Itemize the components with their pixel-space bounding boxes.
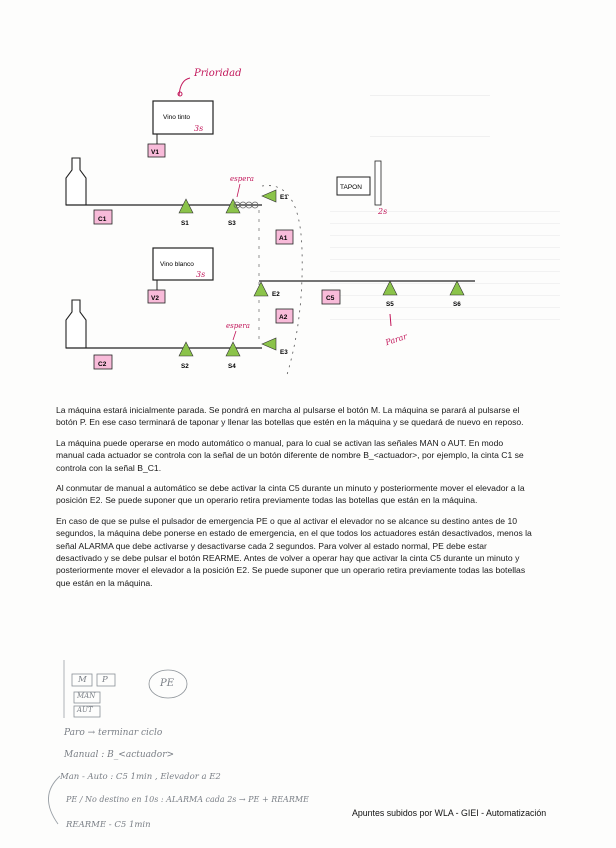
e1-label: E1 xyxy=(280,194,288,201)
note-line-5: REARME - C5 1min xyxy=(66,820,151,830)
footer-credit: Apuntes subidos por WLA - GIEI - Automatización xyxy=(352,808,547,818)
c1-label: C1 xyxy=(98,216,107,223)
statement-text xyxy=(56,404,532,597)
bottle-2 xyxy=(66,300,86,348)
v2-label: V2 xyxy=(151,295,159,302)
espera-bottom-note: espera xyxy=(226,322,250,330)
tapon-time: 2s xyxy=(378,207,388,216)
paragraph-4: En caso de que se pulse el pulsador de emergencia PE o que al activar el elevador no se alcance su destino antes de 10 segundos, la máquina debe ponerse en estado de emergencia, en el que todos los actuadores están desactivados, menos la señal ALARMA que debe activarse y desactivarse cada 2 segundos. Para volver al estado normal, PE debe estar desactivado y se debe pulsar el botón REARME. Antes de volver a operar hay que activar la cinta C5 durante un minuto y posteriormente mover el elevador a la posición E2. Se puede suponer que un operario retira previamente todas las botellas que están en la máquina. xyxy=(56,515,532,588)
bottle-1 xyxy=(66,158,86,205)
a2-label: A2 xyxy=(279,314,288,321)
espera-top-arrow xyxy=(237,184,240,197)
s5-label: S5 xyxy=(386,301,394,308)
vino-blanco-time: 3s xyxy=(196,270,206,279)
tapon-piston xyxy=(375,161,381,205)
note-p: P xyxy=(102,675,108,685)
parar-mark xyxy=(390,314,391,326)
e1-sensor xyxy=(262,190,276,202)
tapon-label: TAPON xyxy=(340,184,362,191)
paragraph-1: La máquina estará inicialmente parada. Se pondrá en marcha al pulsarse el botón M. La máquina se parará al pulsarse el botón P. En ese caso terminará de taponar y llenar las botellas que estén en la máquina y se quedará de nuevo en reposo. xyxy=(56,405,524,428)
note-m: M xyxy=(78,675,87,685)
note-pe: PE xyxy=(160,678,175,689)
e3-sensor xyxy=(262,338,276,350)
note-aut: AUT xyxy=(77,706,93,714)
s5-sensor xyxy=(383,281,397,295)
parar-note: Parar xyxy=(384,331,409,348)
note-line-1: Paro → terminar ciclo xyxy=(64,728,163,738)
s3-label: S3 xyxy=(228,220,236,227)
s2-label: S2 xyxy=(181,363,189,370)
paragraph-3: Al conmutar de manual a automático se debe activar la cinta C5 durante un minuto y posteriormente mover el elevador a la posición E2. Se puede suponer que un operario retira previamente todas las botellas que están en la máquina. xyxy=(56,483,525,506)
vino-blanco-label: Vino blanco xyxy=(160,261,194,268)
vino-tinto-time: 3s xyxy=(194,124,204,133)
notes-sketch xyxy=(0,648,616,848)
prioridad-note: Prioridad xyxy=(194,68,242,79)
note-line-2: Manual : B_<actuador> xyxy=(64,750,175,760)
paragraph-2: La máquina puede operarse en modo automático o manual, para lo cual se activan las señales MAN o AUT. En modo manual cada actuador se controla con la señal de un botón diferente de nombre B_<actuador>, por ejemplo, la cinta C1 se controla con la señal B_C1. xyxy=(56,437,524,473)
s1-sensor xyxy=(179,199,193,213)
a1-label: A1 xyxy=(279,235,288,242)
s1-label: S1 xyxy=(181,220,189,227)
e2-sensor xyxy=(254,282,268,296)
c5-label: C5 xyxy=(326,295,335,302)
e3-label: E3 xyxy=(280,349,288,356)
vino-tinto-label: Vino tinto xyxy=(163,114,190,121)
s4-label: S4 xyxy=(228,363,236,370)
s4-sensor xyxy=(226,342,240,356)
c2-label: C2 xyxy=(98,361,107,368)
s6-sensor xyxy=(450,281,464,295)
e2-label: E2 xyxy=(272,291,280,298)
prioridad-dot xyxy=(178,92,182,96)
espera-top-note: espera xyxy=(230,175,254,183)
v1-label: V1 xyxy=(151,149,159,156)
espera-bottom-arrow xyxy=(233,331,236,340)
s2-sensor xyxy=(179,342,193,356)
prioridad-arrow xyxy=(179,78,190,96)
note-man: MAN xyxy=(77,692,96,700)
note-line-4: PE / No destino en 10s : ALARMA cada 2s → PE + REARME xyxy=(66,795,309,804)
note-line-3: Man - Auto : C5 1min , Elevador a E2 xyxy=(60,772,221,782)
bottling-machine-diagram xyxy=(0,0,616,400)
s6-label: S6 xyxy=(453,301,461,308)
s3-sensor xyxy=(226,199,240,213)
note-brace xyxy=(48,776,60,824)
